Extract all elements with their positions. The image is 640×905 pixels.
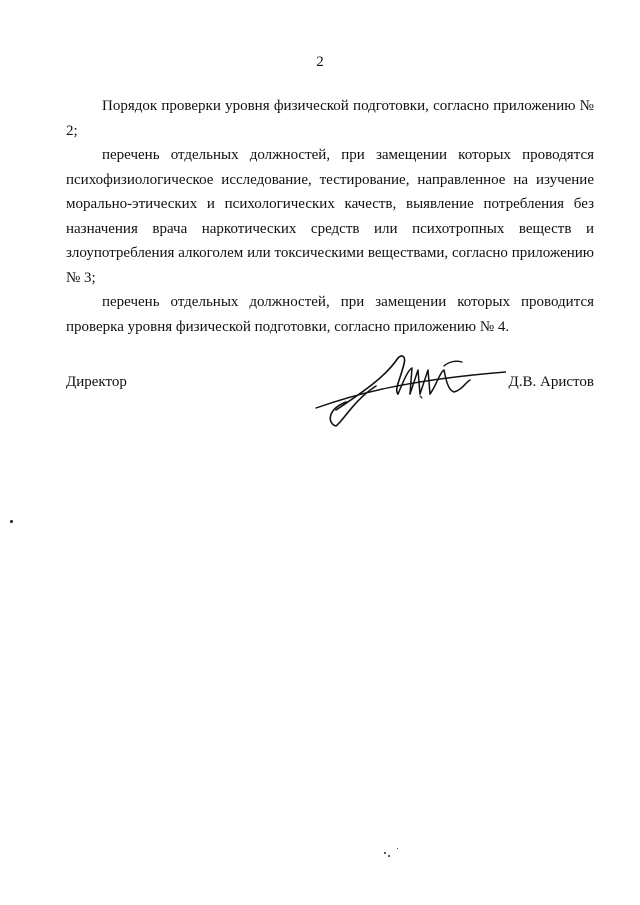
- signatory-title: Директор: [66, 374, 127, 390]
- paragraph-1: Порядок проверки уровня физической подготовки, согласно приложению № 2;: [66, 98, 594, 139]
- scan-speck: [397, 848, 398, 849]
- scan-speck: [388, 855, 390, 857]
- scan-speck: [10, 520, 13, 523]
- body-text: [66, 94, 594, 339]
- page-number: 2: [316, 54, 324, 70]
- signature-block: [66, 374, 594, 434]
- handwritten-signature: [306, 350, 506, 430]
- paragraph-3: перечень отдельных должностей, при замещении которых проводится проверка уровня физической подготовки, согласно приложению № 4.: [66, 294, 594, 335]
- paragraph-2: перечень отдельных должностей, при замещении которых проводятся психофизиологическое исследование, тестирование, направленное на изучение морально-этических и психологических качеств, выявление потребления без назначения врача наркотических средств или психотропных веществ и злоупотребления алкоголем или токсическими веществами, согласно приложению № 3;: [66, 147, 594, 286]
- signatory-name: Д.В. Аристов: [508, 374, 594, 390]
- scan-speck: [384, 852, 386, 854]
